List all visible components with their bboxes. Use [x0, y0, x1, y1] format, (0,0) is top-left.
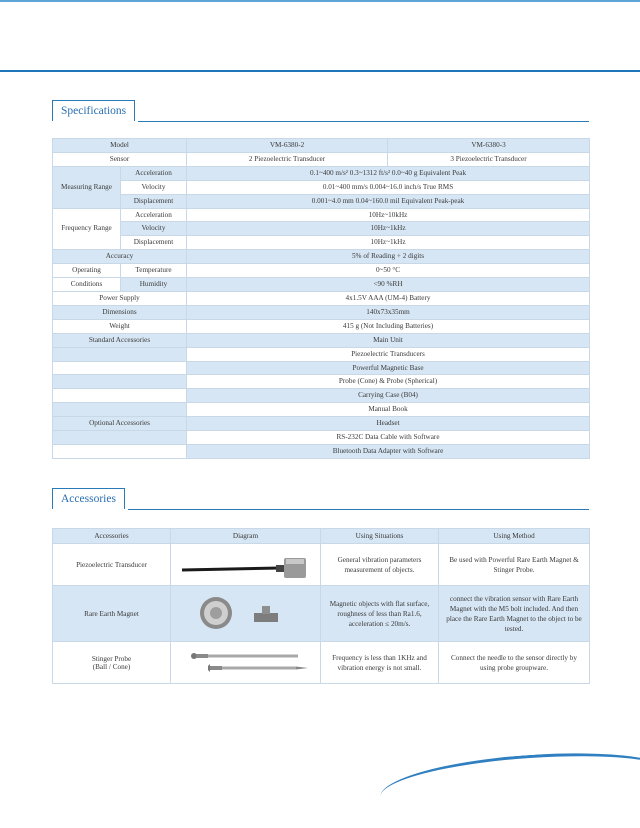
- accessory-item: Piezoelectric Transducers: [187, 347, 590, 361]
- accessory-item: Headset: [187, 417, 590, 431]
- model-vm-6380-2: VM-6380-2: [187, 139, 388, 153]
- table-row: [53, 642, 590, 684]
- empty-cell: [53, 347, 187, 361]
- top-accent-line: [0, 0, 640, 2]
- table-row: [53, 347, 590, 361]
- dimensions-label: Dimensions: [53, 305, 187, 319]
- table-row: [53, 361, 590, 375]
- row-value: <90 %RH: [187, 278, 590, 292]
- table-row: [53, 208, 590, 222]
- row-sublabel: Acceleration: [121, 208, 187, 222]
- optional-accessories-label: Optional Accessories: [53, 417, 187, 431]
- header-divider: [0, 70, 640, 72]
- row-sublabel: Displacement: [121, 236, 187, 250]
- row-value: 10Hz~10kHz: [187, 208, 590, 222]
- table-row: [53, 544, 590, 586]
- table-row: [53, 333, 590, 347]
- accuracy-label: Accuracy: [53, 250, 187, 264]
- table-row: [53, 305, 590, 319]
- using-method: Connect the needle to the sensor directly by using probe groupware.: [439, 642, 590, 684]
- accessories-title: Accessories: [52, 488, 125, 509]
- row-sublabel: Acceleration: [121, 166, 187, 180]
- accessory-item: Probe (Cone) & Probe (Spherical): [187, 375, 590, 389]
- accessory-item: Main Unit: [187, 333, 590, 347]
- using-situation: General vibration parameters measurement of objects.: [321, 544, 439, 586]
- row-value: 0~50 °C: [187, 264, 590, 278]
- table-row: [53, 586, 590, 642]
- heading-underline: [138, 121, 589, 122]
- empty-cell: [53, 444, 187, 458]
- specifications-table: [52, 138, 590, 459]
- accessory-name: [53, 642, 171, 684]
- column-header: Diagram: [171, 529, 321, 544]
- row-value: 0.1~400 m/s² 0.3~1312 ft/s² 0.0~40 g Equivalent Peak: [187, 166, 590, 180]
- sensor-value-2: 2 Piezoelectric Transducer: [187, 152, 388, 166]
- sensor-value-3: 3 Piezoelectric Transducer: [388, 152, 590, 166]
- frequency-range-label: Frequency Range: [53, 208, 121, 250]
- conditions-label: Conditions: [53, 278, 121, 292]
- column-header: Using Situations: [321, 529, 439, 544]
- table-row: [53, 417, 590, 431]
- using-situation: Frequency is less than 1KHz and vibration energy is not small.: [321, 642, 439, 684]
- accessory-item: Powerful Magnetic Base: [187, 361, 590, 375]
- row-value: 10Hz~1kHz: [187, 222, 590, 236]
- row-sublabel: Temperature: [121, 264, 187, 278]
- empty-cell: [53, 403, 187, 417]
- table-row: [53, 180, 590, 194]
- accessory-item: Manual Book: [187, 403, 590, 417]
- diagram-cell: [171, 586, 321, 642]
- table-row: [53, 236, 590, 250]
- accessory-name: Piezoelectric Transducer: [53, 544, 171, 586]
- sensor-label: Sensor: [53, 152, 187, 166]
- table-row: [53, 250, 590, 264]
- accuracy-value: 5% of Reading + 2 digits: [187, 250, 590, 264]
- row-value: 10Hz~1kHz: [187, 236, 590, 250]
- accessory-item: RS-232C Data Cable with Software: [187, 431, 590, 445]
- row-sublabel: Velocity: [121, 222, 187, 236]
- using-method: connect the vibration sensor with Rare Earth Magnet with the M5 bolt included. And then place the Rare Earth Magnet to the object to be tested.: [439, 586, 590, 642]
- specifications-title: Specifications: [52, 100, 135, 121]
- stinger-probe-icon: [176, 644, 316, 680]
- table-row: [53, 194, 590, 208]
- accessory-name-line1: Stinger Probe: [91, 654, 132, 663]
- accessories-table: [52, 528, 590, 684]
- column-header: Using Method: [439, 529, 590, 544]
- power-label: Power Supply: [53, 291, 187, 305]
- using-situation: Magnetic objects with flat surface, roughness of less than Ra1.6, acceleration ≤ 20m/s.: [321, 586, 439, 642]
- row-value: 0.01~400 mm/s 0.004~16.0 inch/s True RMS: [187, 180, 590, 194]
- heading-underline: [128, 509, 589, 510]
- weight-value: 415 g (Not Including Batteries): [187, 319, 590, 333]
- empty-cell: [53, 389, 187, 403]
- table-row: [53, 139, 590, 153]
- operating-label: Operating: [53, 264, 121, 278]
- column-header: Accessories: [53, 529, 171, 544]
- table-row: [53, 278, 590, 292]
- table-header-row: [53, 529, 590, 544]
- accessory-name-line2: (Ball / Cone): [92, 662, 131, 671]
- table-row: [53, 403, 590, 417]
- weight-label: Weight: [53, 319, 187, 333]
- row-sublabel: Velocity: [121, 180, 187, 194]
- table-row: [53, 319, 590, 333]
- model-label: Model: [53, 139, 187, 153]
- table-row: [53, 222, 590, 236]
- model-vm-6380-3: VM-6380-3: [388, 139, 590, 153]
- table-row: [53, 375, 590, 389]
- power-value: 4x1.5V AAA (UM-4) Battery: [187, 291, 590, 305]
- empty-cell: [53, 375, 187, 389]
- row-sublabel: Humidity: [121, 278, 187, 292]
- table-row: [53, 444, 590, 458]
- diagram-cell: [171, 544, 321, 586]
- row-sublabel: Displacement: [121, 194, 187, 208]
- magnet-icon: [176, 591, 316, 635]
- empty-cell: [53, 431, 187, 445]
- decorative-wave: [378, 745, 640, 828]
- table-row: [53, 389, 590, 403]
- standard-accessories-label: Standard Accessories: [53, 333, 187, 347]
- table-row: [53, 291, 590, 305]
- table-row: [53, 431, 590, 445]
- dimensions-value: 140x73x35mm: [187, 305, 590, 319]
- measuring-range-label: Measuring Range: [53, 166, 121, 208]
- table-row: [53, 166, 590, 180]
- accessory-item: Bluetooth Data Adapter with Software: [187, 444, 590, 458]
- transducer-cable-icon: [176, 546, 316, 582]
- empty-cell: [53, 361, 187, 375]
- row-value: 0.001~4.0 mm 0.04~160.0 mil Equivalent Peak-peak: [187, 194, 590, 208]
- using-method: Be used with Powerful Rare Earth Magnet & Stinger Probe.: [439, 544, 590, 586]
- accessory-item: Carrying Case (B04): [187, 389, 590, 403]
- diagram-cell: [171, 642, 321, 684]
- table-row: [53, 152, 590, 166]
- accessory-name: Rare Earth Magnet: [53, 586, 171, 642]
- table-row: [53, 264, 590, 278]
